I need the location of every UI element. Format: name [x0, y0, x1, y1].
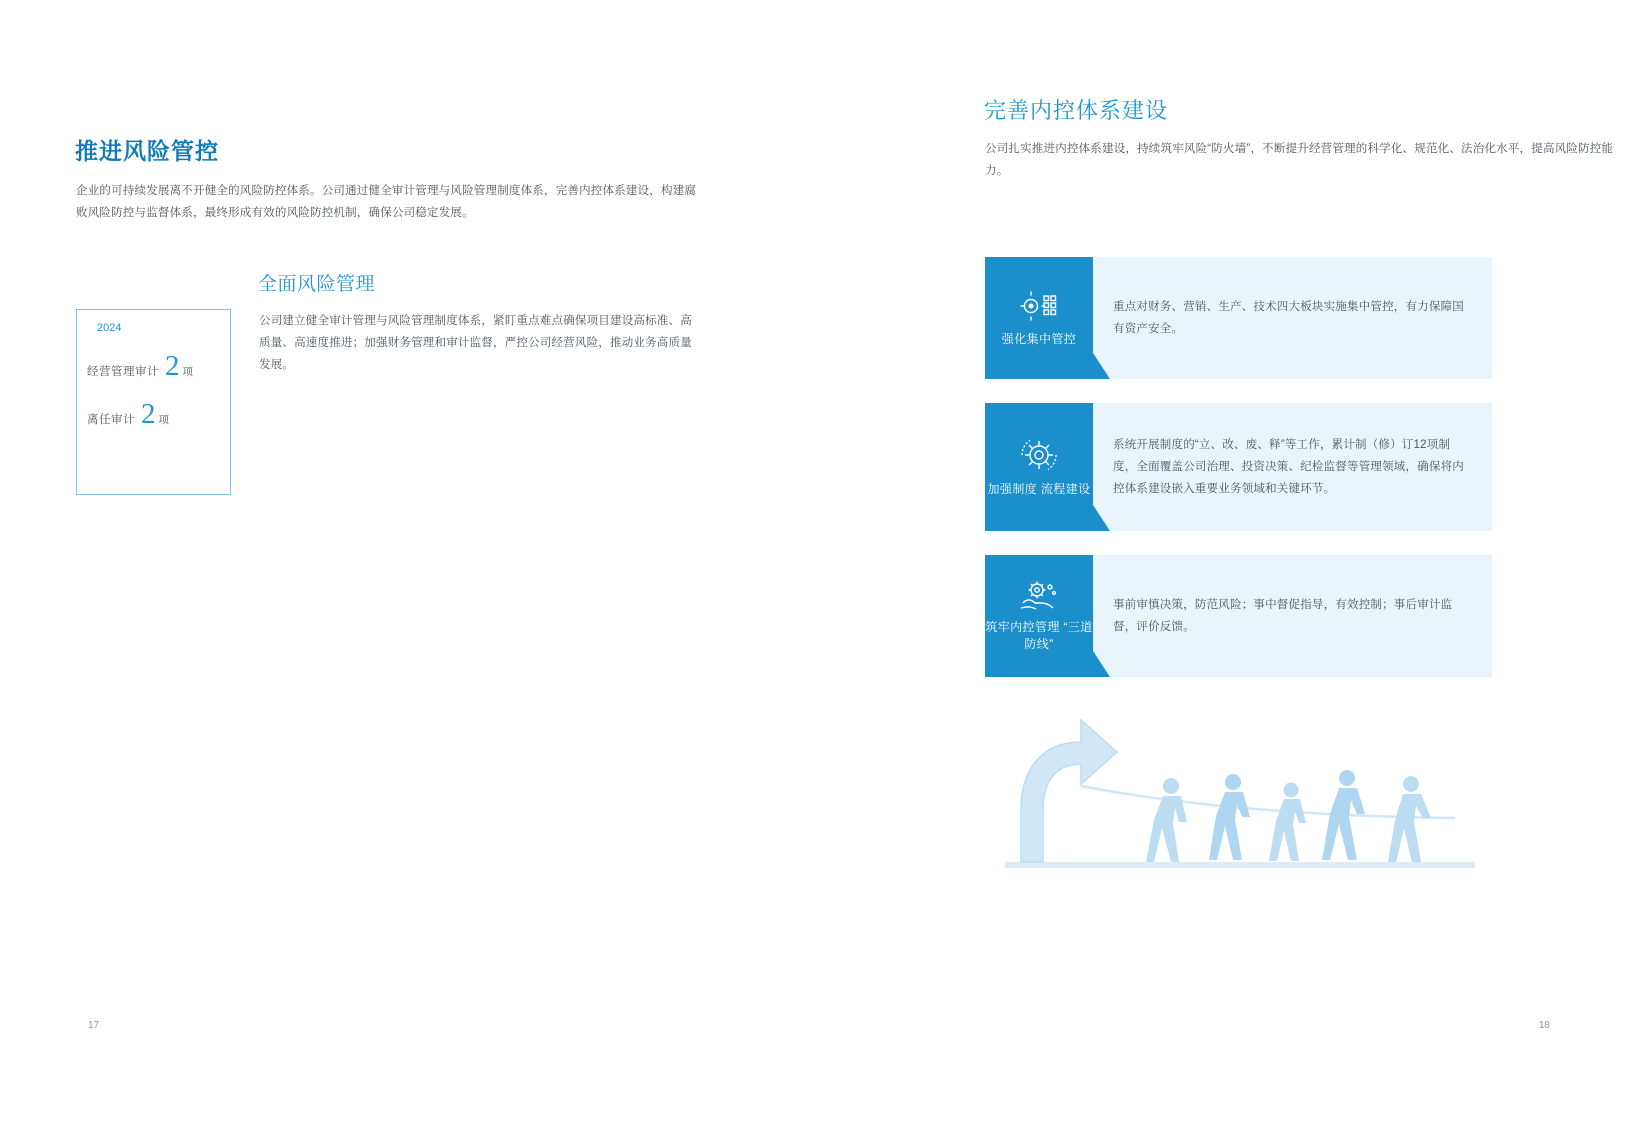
info-card [985, 555, 1492, 677]
stat-label: 离任审计 [87, 414, 135, 426]
stat-unit: 项 [158, 414, 169, 426]
info-card [985, 403, 1492, 531]
stat-box [76, 309, 231, 495]
page-number-right: 18 [1538, 1020, 1550, 1031]
stat-value: 2 [165, 350, 180, 382]
info-card-text: 重点对财务、营销、生产、技术四大板块实施集中管控，有力保障国有资产安全。 [1113, 301, 1464, 335]
info-card-tab-label: 筑牢内控管理 “三道防线” [985, 620, 1093, 651]
info-card-tab [985, 257, 1093, 379]
info-card-tab-label: 加强制度 流程建设 [987, 481, 1091, 496]
info-card-text: 系统开展制度的“立、改、废、释”等工作，累计制（修）订12项制度，全面覆盖公司治理、投资决策、纪检监督等管理领域，确保将内控体系建设嵌入重要业务领域和关键环节。 [1113, 439, 1464, 495]
gear-settings-icon [1020, 437, 1058, 473]
stat-value: 2 [141, 398, 156, 430]
team-pulling-arrow-illustration [985, 690, 1492, 890]
info-card-tab [985, 403, 1093, 531]
page-title-right: 完善内控体系建设 [984, 98, 1169, 123]
right-page [819, 0, 1638, 1123]
info-card [985, 257, 1492, 379]
stat-unit: 项 [182, 366, 193, 378]
hand-gear-icon [1019, 579, 1059, 611]
section-title-risk-management: 全面风险管理 [258, 274, 376, 295]
stat-row [87, 398, 169, 431]
info-card-text: 事前审慎决策，防范风险；事中督促指导，有效控制；事后审计监督，评价反馈。 [1113, 599, 1453, 633]
left-intro-paragraph: 企业的可持续发展离不开健全的风险防控体系。公司通过健全审计管理与风险管理制度体系，完善内控体系建设，构建腐败风险防控与监督体系，最终形成有效的风险防控机制，确保公司稳定发展。 [76, 185, 697, 219]
stat-year: 2024 [97, 322, 122, 334]
page-title-left: 推进风险管控 [75, 138, 219, 164]
info-card-tab-label: 强化集中管控 [1001, 331, 1077, 346]
network-nodes-icon [1019, 289, 1059, 323]
page-number-left: 17 [88, 1020, 100, 1031]
section-body-risk-management: 公司建立健全审计管理与风险管理制度体系，紧盯重点难点确保项目建设高标准、高质量、高速度推进；加强财务管理和审计监督，严控公司经营风险，推动业务高质量发展。 [259, 315, 692, 371]
stat-label: 经营管理审计 [87, 366, 159, 378]
right-intro-paragraph: 公司扎实推进内控体系建设，持续筑牢风险“防火墙”，不断提升经营管理的科学化、规范化、法治化水平，提高风险防控能力。 [985, 143, 1614, 177]
stat-row [87, 350, 193, 383]
info-card-tab [985, 555, 1093, 677]
